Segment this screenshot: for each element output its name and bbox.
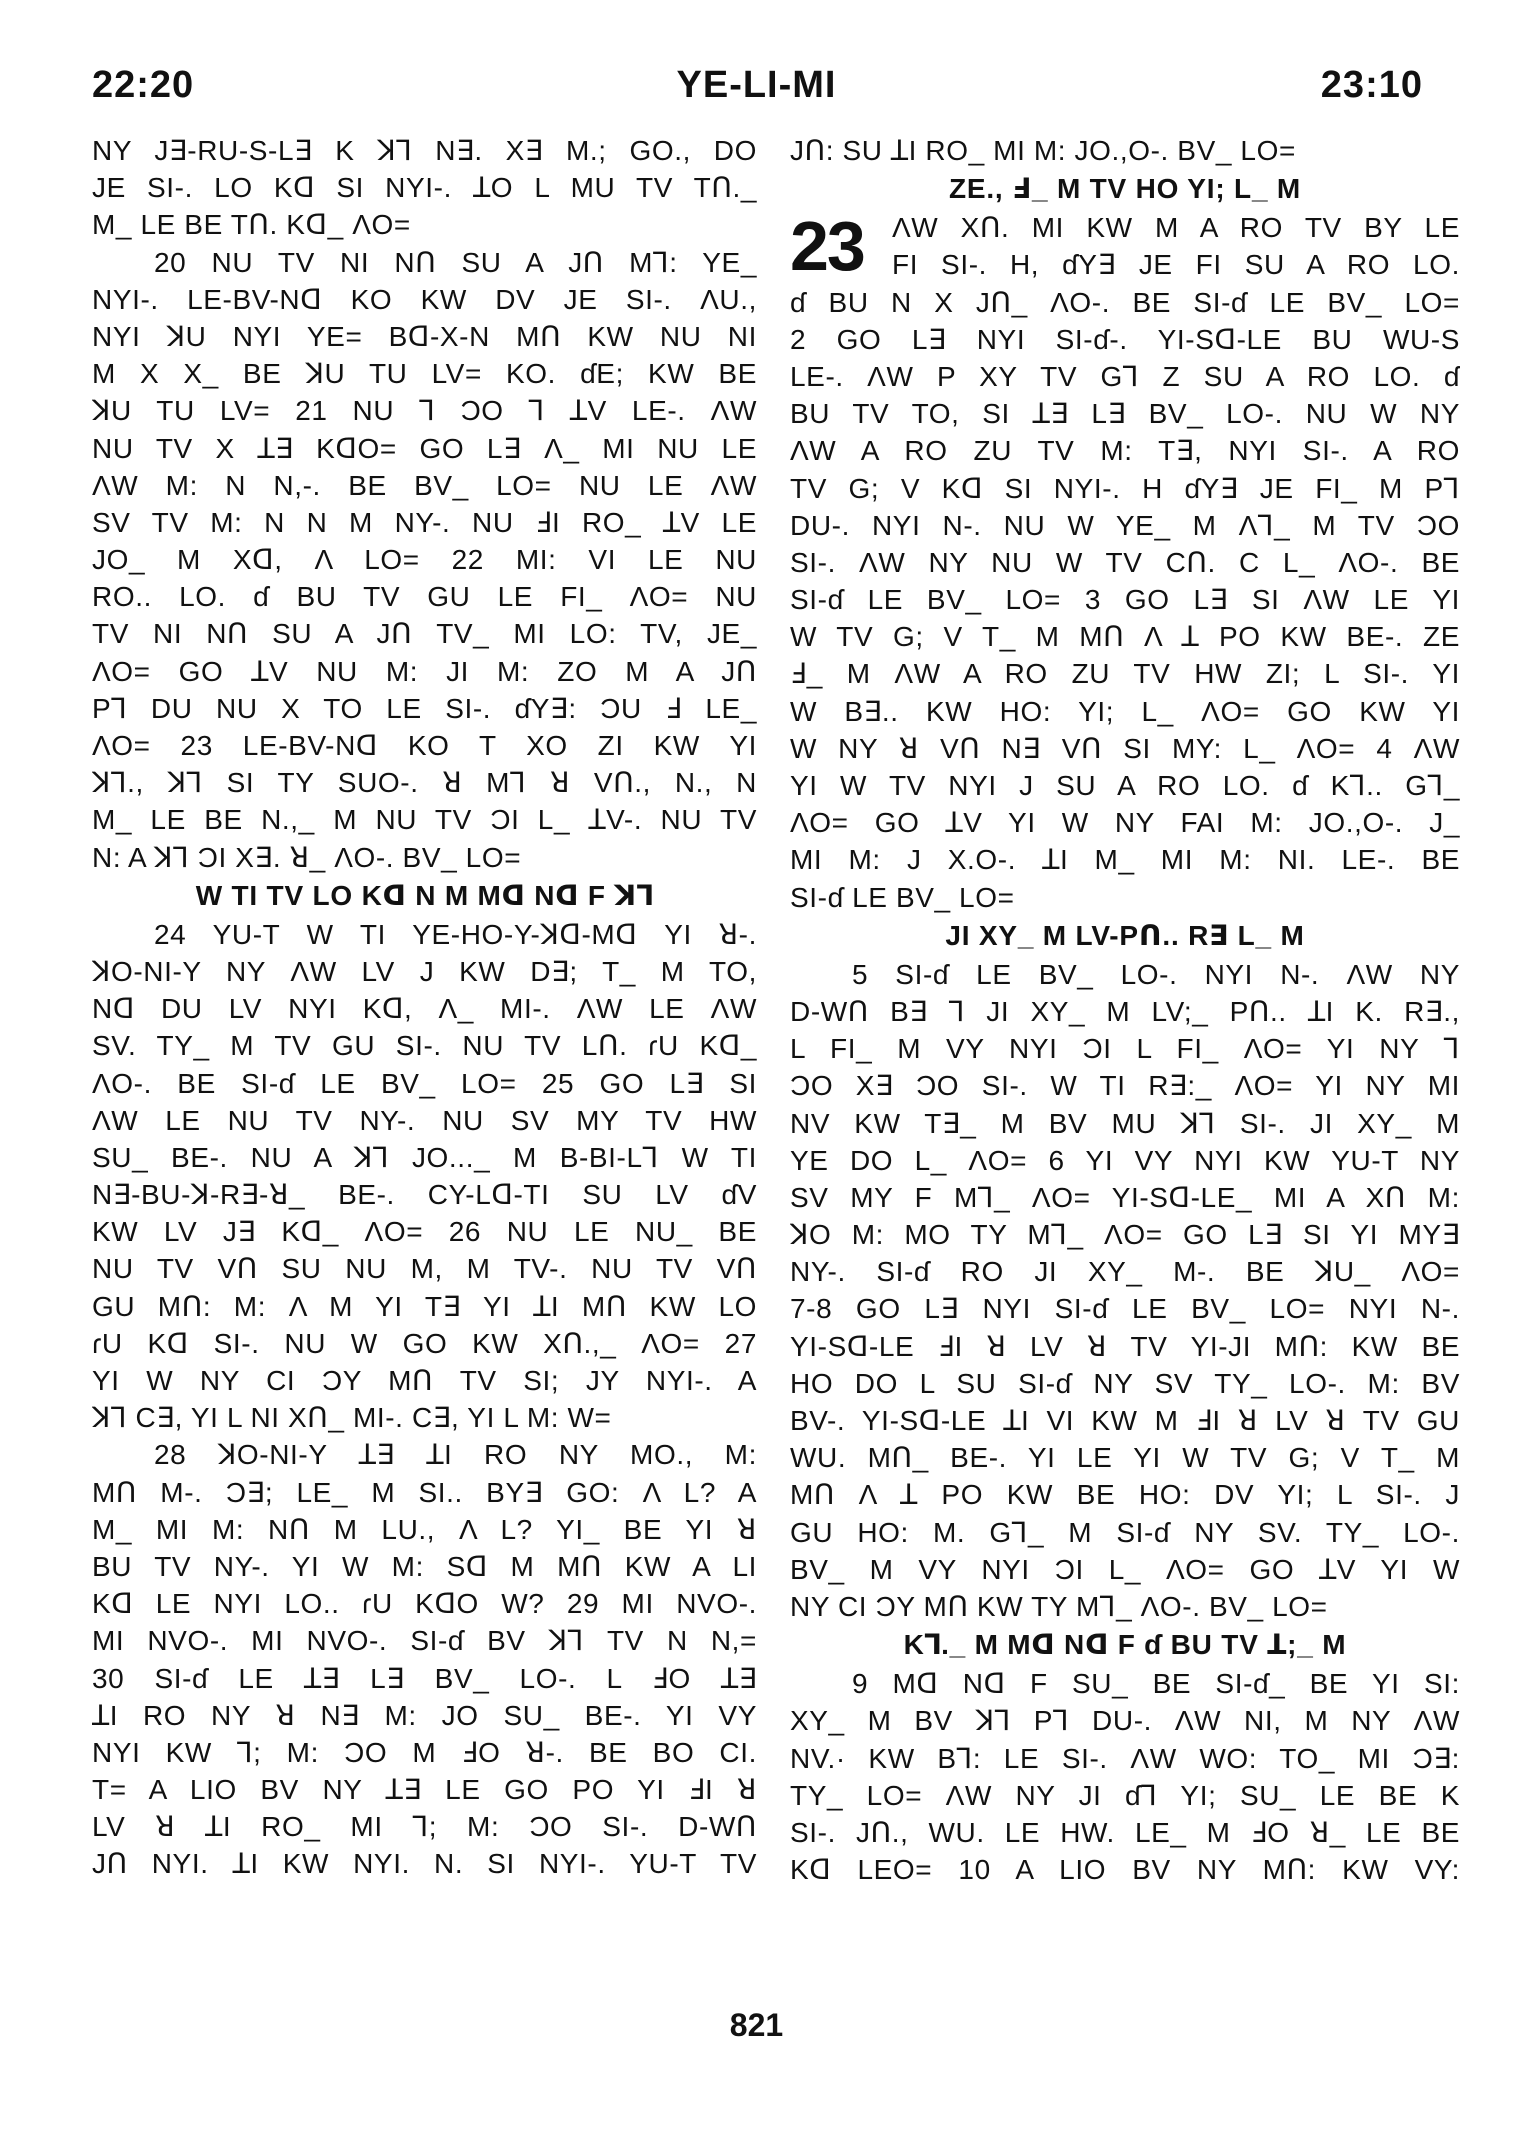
text-line: Mꓵ Λ ꓕ PO KW BE HO: DV YI; L SI-. J: [790, 1479, 1460, 1511]
text-line: ꓘ⅂ C∃, YI L NI Xꓵ_ MI-. C∃, YI L M: W=: [92, 1402, 612, 1434]
text-line: SI-ɗ LE BV_ LO= 3 GO L∃ SI ΛW LE YI: [790, 584, 1460, 616]
text-line: NY CI ƆY Mꓵ KW TY M⅂_ ΛO-. BV_ LO=: [790, 1590, 1328, 1622]
text-line: ΛW Xꓵ. MI KW M A RO TV BY LE: [892, 212, 1460, 244]
text-line: ΛO-. BE SI-ɗ LE BV_ LO= 25 GO L∃ SI: [92, 1067, 757, 1099]
text-line: M X X_ BE ꓘU TU LV= KO. ɗE; KW BE: [92, 358, 757, 390]
text-line: ΛW LE NU TV NY-. NU SV MY TV HW: [92, 1104, 757, 1136]
verse-line: 28 ꓘO-NI-Y ꓕ∃ ꓕI RO NY MO., M:: [154, 1439, 757, 1471]
text-line: N: A ꓘ⅂ ƆI X∃. ꓤ_ ΛO-. BV_ LO=: [92, 841, 522, 873]
text-line: 7-8 GO L∃ NYI SI-ɗ LE BV_ LO= NYI N-.: [790, 1293, 1460, 1325]
page-number: 821: [729, 2007, 784, 2043]
text-line: 2 GO L∃ NYI SI-ɗ-. YI-Sꓷ-LE BU WU-S: [790, 323, 1460, 355]
text-line: M_ MI M: Nꓵ M LU., Λ L? YI_ BE YI ꓤ: [92, 1513, 757, 1545]
section-heading: ZE., ꓞ_ M TV HO YI; L_ M: [948, 173, 1302, 205]
verse-line: 5 SI-ɗ LE BV_ LO-. NYI N-. ΛW NY: [852, 958, 1460, 990]
text-line: SI-. ΛW NY NU W TV Cꓵ. C L_ ΛO-. BE: [790, 546, 1460, 578]
text-line: TY_ LO= ΛW NY JI ɗ⅂ YI; SU_ LE BE K: [790, 1779, 1460, 1811]
text-line: Mꓵ M-. Ɔ∃; LE_ M SI.. BY∃ GO: Λ L? A: [92, 1476, 757, 1508]
text-line: ꓘO M: MO TY M⅂_ ΛO= GO L∃ SI YI MY∃: [790, 1219, 1460, 1251]
text-line: ɾU Kꓷ SI-. NU W GO KW Xꓵ.,_ ΛO= 27: [92, 1327, 757, 1359]
text-line: Kꓷ LE NYI LO.. ɾU KꓷO W? 29 MI NVO-.: [92, 1588, 757, 1620]
text-line: YI W NY CI ƆY Mꓵ TV SI; JY NYI-. A: [92, 1365, 757, 1396]
text-line: DU-. NYI N-. NU W YE_ M Λ⅂_ M TV ƆO: [790, 509, 1460, 541]
text-line: XY_ M BV ꓘ⅂ P⅂ DU-. ΛW NI, M NY ΛW: [790, 1705, 1460, 1737]
text-line: BV_ M VY NYI ƆI L_ ΛO= GO ꓕV YI W: [790, 1553, 1460, 1585]
text-line: ΛO= GO ꓕV NU M: JI M: ZO M A Jꓵ: [92, 655, 757, 687]
text-line: SV TV M: N N M NY-. NU ꓞI RO_ ꓕV LE: [92, 506, 757, 538]
text-line: Jꓵ NYI. ꓕI KW NYI. N. SI NYI-. YU-T TV: [92, 1848, 757, 1880]
text-line: YI-Sꓷ-LE ꓞI ꓤ LV ꓤ TV YI-JI Mꓵ: KW BE: [790, 1330, 1460, 1362]
text-line: LE-. ΛW P XY TV G⅂ Z SU A RO LO. ɗ: [790, 360, 1460, 392]
text-line: NV KW T∃_ M BV MU ꓘ⅂ SI-. JI XY_ M: [790, 1107, 1460, 1139]
text-line: ꓘ⅂., ꓘ⅂ SI TY SUO-. ꓤ M⅂ ꓤ Vꓵ., N., N: [92, 767, 757, 799]
chapter-start-row: [790, 246, 1460, 283]
text-line: W B∃.. KW HO: YI; L_ ΛO= GO KW YI: [790, 695, 1460, 727]
text-line: T= A LIO BV NY ꓕ∃ LE GO PO YI ꓞI ꓤ: [92, 1774, 757, 1806]
text-line: ΛW A RO ZU TV M: T∃, NYI SI-. A RO: [790, 435, 1460, 467]
verse-line: 20 NU TV NI Nꓵ SU A Jꓵ M⅂: YE_: [154, 246, 757, 278]
header-left-reference: 22:20: [92, 64, 195, 106]
text-line: Kꓷ LEO= 10 A LIO BV NY Mꓵ: KW VY:: [790, 1854, 1460, 1886]
text-line: ꓘO-NI-Y NY ΛW LV J KW D∃; T_ M TO,: [92, 955, 757, 987]
text-line: SV MY F M⅂_ ΛO= YI-Sꓷ-LE_ MI A Xꓵ M:: [790, 1181, 1460, 1213]
text-line: YI W TV NYI J SU A RO LO. ɗ K⅂.. G⅂_: [790, 770, 1460, 801]
section-heading: W TI TV LO Kꓷ N M Mꓷ Nꓷ F ꓘ⅂: [195, 879, 654, 911]
text-line: L FI_ M VY NYI ƆI L FI_ ΛO= YI NY ⅂: [790, 1033, 1460, 1065]
verse-line: 9 Mꓷ Nꓷ F SU_ BE SI-ɗ_ BE YI SI:: [852, 1668, 1460, 1700]
text-line: W NY ꓤ Vꓵ N∃ Vꓵ SI MY: L_ ΛO= 4 ΛW: [790, 732, 1460, 764]
text-line: KW LV J∃ Kꓷ_ ΛO= 26 NU LE NU_ BE: [92, 1216, 757, 1248]
text-line: TV NI Nꓵ SU A Jꓵ TV_ MI LO: TV, JE_: [92, 618, 757, 650]
text-line: HO DO L SU SI-ɗ NY SV TY_ LO-. M: BV: [790, 1367, 1460, 1399]
left-column: [92, 132, 757, 1883]
text-line: ΛW M: N N,-. BE BV_ LO= NU LE ΛW: [92, 469, 757, 501]
text-line: W TV G; V T_ M Mꓵ Λ ꓕ PO KW BE-. ZE: [790, 621, 1460, 653]
text-line: NYI ꓘU NYI YE= Bꓷ-X-N Mꓵ KW NU NI: [92, 320, 757, 352]
text-line: 30 SI-ɗ LE ꓕ∃ L∃ BV_ LO-. L ꓞO ꓕ∃: [92, 1662, 757, 1694]
header-right-reference: 23:10: [1320, 64, 1423, 106]
chapter-number: 23: [790, 207, 864, 286]
text-line: SV. TY_ M TV GU SI-. NU TV Lꓵ. ɾU Kꓷ_: [92, 1030, 757, 1062]
text-line: ꓘU TU LV= 21 NU ⅂ ƆO ⅂ ꓕV LE-. ΛW: [92, 395, 757, 427]
text-line: JO_ M Xꓷ, Λ LO= 22 MI: VI LE NU: [92, 544, 757, 576]
text-line: ΛO= 23 LE-BV-Nꓷ KO T XO ZI KW YI: [92, 730, 757, 761]
text-line: LV ꓤ ꓕI RO_ MI ⅂; M: ƆO SI-. D-Wꓵ: [92, 1811, 757, 1843]
text-line: TV G; V Kꓷ SI NYI-. H ɗY∃ JE FI_ M P⅂: [790, 472, 1460, 504]
text-line: SU_ BE-. NU A ꓘ⅂ JO..._ M B-BI-L⅂ W TI: [92, 1141, 757, 1173]
text-line: NV.· KW B⅂: LE SI-. ΛW WO: TO_ MI Ɔ∃:: [790, 1742, 1460, 1774]
verse-line: 24 YU-T W TI YE-HO-Y-ꓘꓷ-Mꓷ YI ꓤ-.: [154, 918, 757, 950]
text-line: SI-. Jꓵ., WU. LE HW. LE_ M ꓞO ꓤ_ LE BE: [790, 1816, 1460, 1848]
text-line: BU TV NY-. YI W M: Sꓷ M Mꓵ KW A LI: [92, 1550, 757, 1582]
text-line: NY J∃-RU-S-L∃ K ꓘ⅂ N∃. X∃ M.; GO., DO: [92, 135, 757, 166]
text-line: RO.. LO. ɗ BU TV GU LE FI_ ΛO= NU: [92, 581, 757, 613]
text-line: P⅂ DU NU X TO LE SI-. ɗY∃: ƆU ꓞ LE_: [92, 692, 757, 724]
text-line: M_ LE BE N.,_ M NU TV ƆI L_ ꓕV-. NU TV: [92, 804, 757, 836]
text-line: YE DO L_ ΛO= 6 YI VY NYI KW YU-T NY: [790, 1144, 1460, 1176]
text-line: M_ LE BE Tꓵ. Kꓷ_ ΛO=: [92, 209, 411, 241]
text-line: WU. Mꓵ_ BE-. YI LE YI W TV G; V T_ M: [790, 1442, 1460, 1474]
text-line: JE SI-. LO Kꓷ SI NYI-. ꓕO L MU TV Tꓵ._: [92, 172, 757, 204]
section-heading: K⅂._ M Mꓷ Nꓷ F ɗ BU TV ꓕ;_ M: [903, 1629, 1347, 1661]
text-line: ΛO= GO ꓕV YI W NY FAI M: JO.,O-. J_: [790, 807, 1460, 839]
text-line: SI-ɗ LE BV_ LO=: [790, 881, 1015, 913]
text-line: BV-. YI-Sꓷ-LE ꓕI VI KW M ꓞI ꓤ LV ꓤ TV GU: [790, 1405, 1460, 1436]
text-line: BU TV TO, SI ꓕ∃ L∃ BV_ LO-. NU W NY: [790, 398, 1460, 430]
text-line: Nꓷ DU LV NYI Kꓷ, Λ_ MI-. ΛW LE ΛW: [92, 993, 757, 1025]
text-line: NU TV X ꓕ∃ KꓷO= GO L∃ Λ_ MI NU LE: [92, 432, 757, 464]
text-line: NYI KW ⅂; M: ƆO M ꓞO ꓤ-. BE BO CI.: [92, 1736, 757, 1768]
text-line: GU HO: M. G⅂_ M SI-ɗ NY SV. TY_ LO-.: [790, 1516, 1460, 1548]
text-line: MI NVO-. MI NVO-. SI-ɗ BV ꓘ⅂ TV N N,=: [92, 1625, 757, 1657]
section-heading: JI XY_ M LV-Pꓵ.. R∃ L_ M: [945, 919, 1305, 951]
header-book-title: YE-LI-MI: [676, 64, 837, 106]
text-line: MI M: J X.O-. ꓕI M_ MI M: NI. LE-. BE: [790, 844, 1460, 876]
text-line: ꓕI RO NY ꓤ N∃ M: JO SU_ BE-. YI VY: [92, 1699, 757, 1731]
text-line: Jꓵ: SU ꓕI RO_ MI M: JO.,O-. BV_ LO=: [790, 135, 1296, 166]
text-line: ƆO X∃ ƆO SI-. W TI R∃:_ ΛO= YI NY MI: [790, 1070, 1460, 1102]
text-line: NYI-. LE-BV-Nꓷ KO KW DV JE SI-. ΛU.,: [92, 283, 757, 315]
right-column: [790, 132, 1460, 1888]
text-line: FI SI-. H, ɗY∃ JE FI SU A RO LO.: [892, 249, 1460, 281]
text-line: ꓞ_ M ΛW A RO ZU TV HW ZI; L SI-. YI: [790, 658, 1460, 690]
text-line: NY-. SI-ɗ RO JI XY_ M-. BE ꓘU_ ΛO=: [790, 1256, 1460, 1288]
text-line: NU TV Vꓵ SU NU M, M TV-. NU TV Vꓵ: [92, 1253, 757, 1285]
text-line: GU Mꓵ: M: Λ M YI T∃ YI ꓕI Mꓵ KW LO: [92, 1290, 757, 1322]
text-line: N∃-BU-ꓘ-R∃-ꓤ_ BE-. CY-Lꓷ-TI SU LV ɗV: [92, 1179, 757, 1211]
text-line: D-Wꓵ B∃ ⅂ JI XY_ M LV;_ Pꓵ.. ꓕI K. R∃.,: [790, 995, 1460, 1027]
text-line: ɗ BU N X Jꓵ_ ΛO-. BE SI-ɗ LE BV_ LO=: [790, 286, 1460, 318]
